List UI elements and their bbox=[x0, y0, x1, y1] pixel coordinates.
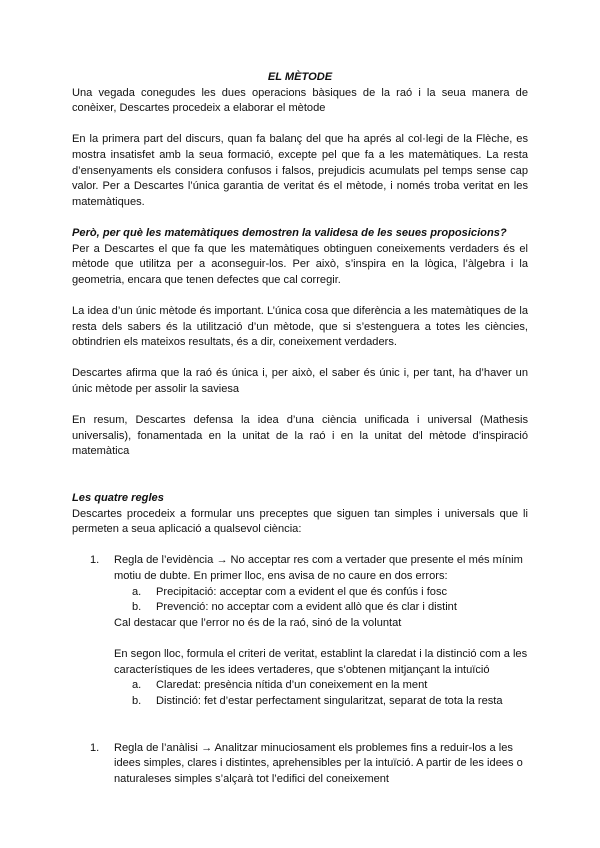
list-number: 1. bbox=[90, 554, 100, 567]
list-letter: b. bbox=[132, 601, 142, 614]
prevention-item: Prevenció: no acceptar com a evident allò que és clar i distint bbox=[156, 601, 457, 614]
list-letter: a. bbox=[132, 679, 142, 692]
rule-analysis-text: Regla de l’anàlisi → Analitzar minuciosament els problemes fins a reduir-los a les idees simples, clares i distintes, aprehensibles per la intuïció. A partir de les idees o naturaleses simples s’alçarà tot l’edifici del coneixement bbox=[114, 741, 523, 785]
rules-heading: Les quatre regles bbox=[72, 492, 164, 505]
precipitation-item: Precipitació: acceptar com a evident el que és confús i fosc bbox=[156, 585, 448, 598]
distinction-item: Distinció: fet d’estar perfectament singularitzat, separat de tota la resta bbox=[156, 694, 503, 707]
list-letter: a. bbox=[132, 585, 142, 598]
rules-intro-paragraph: Descartes procedeix a formular uns preceptes que siguen tan simples i universals que li permeten a seua aplicació a qualsevol ciència: bbox=[72, 507, 528, 536]
list-item bbox=[132, 585, 528, 601]
list-item bbox=[132, 694, 528, 710]
rule-evidence-text: Regla de l’evidència → No acceptar res com a vertader que presente el més mínim motiu de dubte. En primer lloc, ens avisa de no caure en dos errors: bbox=[114, 554, 523, 582]
reason-paragraph: Descartes afirma que la raó és única i, per això, el saber és únic i, per tant, ha d’haver un únic mètode per assolir la saviesa bbox=[72, 367, 528, 395]
rule-analysis bbox=[90, 741, 528, 788]
list-number: 1. bbox=[90, 741, 100, 754]
summary-paragraph: En resum, Descartes defensa la idea d’una ciència unificada i universal (Mathesis universalis), fonamentada en la unitat de la raó i en la unitat del mètode d’inspiració matemàtica bbox=[72, 414, 528, 458]
truth-criterion-paragraph: En segon lloc, formula el criteri de veritat, establint la claredat i la distinció com a les característiques de les idees vertaderes, que s’obtenen mitjançant la intuïció bbox=[114, 647, 528, 676]
answer-paragraph: Per a Descartes el que fa que les matemàtiques obtinguen coneixements verdaders és el mètode que utilitza per a aconseguir-los. Per això, s’inspira en la lògica, l’àlgebra i la geometria, encara que tenen defectes que cal corregir. bbox=[72, 242, 528, 286]
list-item bbox=[132, 600, 528, 616]
question-heading: Però, per què les matemàtiques demostren la validesa de les seues proposicions? bbox=[72, 226, 507, 239]
document-body bbox=[72, 70, 528, 787]
clarity-item: Claredat: presència nítida d’un coneixement en la ment bbox=[156, 679, 428, 692]
error-note: Cal destacar que l’error no és de la raó, sinó de la voluntat bbox=[114, 616, 402, 629]
rule-evidence bbox=[90, 553, 528, 709]
unic-method-paragraph: La idea d’un únic mètode és important. L’única cosa que diferència a les matemàtiques de la resta dels sabers és la utilització d’un mètode, que si s’estenguera a totes les ciències, obtindrien els mateixos resultats, és a dir, coneixement verdaders. bbox=[72, 304, 528, 349]
page-title: EL MÈTODE bbox=[267, 71, 333, 83]
list-letter: b. bbox=[132, 694, 142, 707]
intro-paragraph: Una vegada conegudes les dues operacions bàsiques de la raó i la seua manera de conèixer, Descartes procedeix a elaborar el mètode bbox=[72, 86, 528, 115]
list-item bbox=[132, 678, 528, 694]
first-part-paragraph: En la primera part del discurs, quan fa balanç del que ha aprés al col·legi de la Flèche, es mostra insatisfet amb la seua formació, excepte pel que fa a les matemàtiques. La resta d’ensenyaments els considera confusos i falsos, prejudicis acumulats pel temps sense cap valor. Per a Descartes l’única garantia de veritat és el mètode, i només troba veritat en les matemàtiques. bbox=[72, 133, 528, 208]
